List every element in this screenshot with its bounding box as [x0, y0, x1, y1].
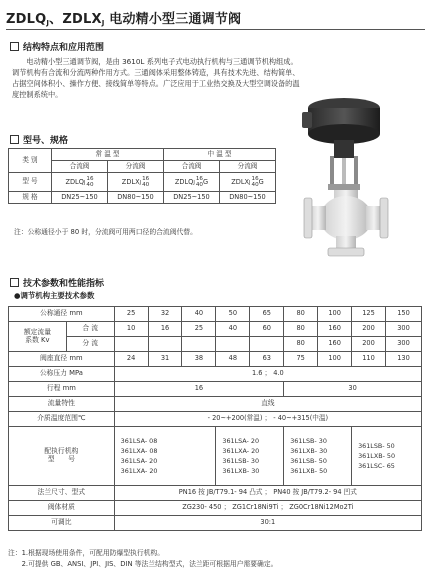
kv-cell: 300	[386, 322, 422, 337]
kv-cell: 200	[352, 322, 386, 337]
footnotes	[8, 548, 277, 570]
rangeability-value: 30:1	[114, 516, 421, 531]
seat-cell: 110	[352, 352, 386, 367]
dn-cell: 50	[216, 307, 250, 322]
category-label: 类 别	[9, 149, 52, 173]
flange-value: PN16 按 JB/T79.1- 94 凸式 ； PN40 按 JB/T79.2- 94 凹式	[114, 486, 421, 501]
kv-cell	[216, 337, 250, 352]
flow-characteristic-label: 流量特性	[9, 397, 115, 412]
spec-cell: DN80~150	[220, 192, 276, 204]
kv-cell: 80	[284, 337, 318, 352]
kv-cell: 40	[216, 322, 250, 337]
kv-cell	[114, 337, 148, 352]
medium-temp-header: 中 温 型	[164, 149, 276, 161]
kv-cell: 160	[318, 322, 352, 337]
actuator-group: 361LSA- 08 361LXA- 08 361LSA- 20 361LXA- 20	[114, 427, 216, 486]
seat-cell: 130	[386, 352, 422, 367]
temperature-range-value: - 20~+200(常温) ； - 40~+315(中温)	[114, 412, 421, 427]
pressure-value: 1.6 ； 4.0	[114, 367, 421, 382]
section-structure-heading: 结构特点和应用范围	[10, 40, 104, 53]
spec-row-label: 规 格	[9, 192, 52, 204]
kv-cell: 10	[114, 322, 148, 337]
page-title: $ZDLQ_J$、$ZDLX_J$ 电动精小型三通调节阀	[6, 12, 242, 27]
kv-cell: 80	[284, 322, 318, 337]
structure-paragraph: 电动精小型三通调节阀，是由 3610L 系列电子式电动执行机构与三通调节机构组成。调节机构有合流和分流两种作用方式。三通阀体采用整体铸造，具有技术先进、结构简单、占据空间体积小、操作方便、接线简单等特点。广泛应用于工业热交换及大型空调设备的温度控制系统中。	[12, 57, 300, 99]
kv-cell: 160	[318, 337, 352, 352]
model-cell: ZDLQJ16 40	[52, 173, 108, 192]
rangeability-label: 可调比	[9, 516, 115, 531]
tech-subheading: ●调节机构主要技术参数	[14, 291, 95, 300]
seat-diameter-label: 阀座直径 mm	[9, 352, 115, 367]
flange-label: 法兰尺寸、型式	[9, 486, 115, 501]
tech-params-table	[8, 306, 422, 531]
checkbox-square-icon	[10, 278, 19, 287]
stroke-value: 30	[284, 382, 422, 397]
diverging-header: 分流阀	[220, 161, 276, 173]
kv-cell: 300	[386, 337, 422, 352]
kv-diverging-label: 分 流	[66, 337, 114, 352]
kv-cell: 16	[148, 322, 182, 337]
stroke-value: 16	[114, 382, 284, 397]
valve-product-image	[300, 86, 422, 264]
footnote: 2.可提供 GB、ANSI、JPI、JIS、DIN 等法兰结构型式，法兰距可根据用户需要确定。	[8, 560, 278, 568]
seat-cell: 48	[216, 352, 250, 367]
kv-cell: 25	[182, 322, 216, 337]
seat-cell: 100	[318, 352, 352, 367]
ordinary-temp-header: 常 温 型	[52, 149, 164, 161]
kv-cell	[148, 337, 182, 352]
dn-cell: 32	[148, 307, 182, 322]
body-material-value: ZG230- 450 ； ZG1Cr18Ni9Ti ； ZG0Cr18Ni12Mo2Ti	[114, 501, 421, 516]
temperature-range-label: 介质温度范围℃	[9, 412, 115, 427]
seat-cell: 75	[284, 352, 318, 367]
kv-cell: 200	[352, 337, 386, 352]
kv-label: 额定流量 系数 Kv	[9, 322, 67, 352]
confluence-header: 合流阀	[164, 161, 220, 173]
diverging-header: 分流阀	[108, 161, 164, 173]
actuator-group: 361LSB- 30 361LXB- 30 361LSB- 50 361LXB- 50	[284, 427, 352, 486]
spec-cell: DN80~150	[108, 192, 164, 204]
section-model-heading: 型号、规格	[10, 133, 68, 146]
electric-three-way-valve-icon	[300, 86, 422, 264]
actuator-group: 361LSA- 20 361LXA- 20 361LSB- 30 361LXB- 30	[216, 427, 284, 486]
model-cell: ZDLXJ16 40	[108, 173, 164, 192]
seat-cell: 24	[114, 352, 148, 367]
dn-cell: 65	[250, 307, 284, 322]
confluence-header: 合流阀	[52, 161, 108, 173]
seat-cell: 38	[182, 352, 216, 367]
spec-cell: DN25~150	[52, 192, 108, 204]
spec-cell: DN25~150	[164, 192, 220, 204]
actuator-group: 361LSB- 50 361LXB- 50 361LSC- 65	[352, 427, 422, 486]
section-tech-heading: 技术参数和性能指标	[10, 276, 104, 289]
checkbox-square-icon	[10, 135, 19, 144]
actuator-model-label: 配执行机构 型 号	[9, 427, 115, 486]
model-cell: ZDLQJ16 40G	[164, 173, 220, 192]
kv-confluence-label: 合 流	[66, 322, 114, 337]
model-spec-table	[8, 148, 276, 204]
seat-cell: 63	[250, 352, 284, 367]
model-row-label: 型 号	[9, 173, 52, 192]
dn-cell: 100	[318, 307, 352, 322]
dn-cell: 125	[352, 307, 386, 322]
model-table-note: 注：公称通径小于 80 时，分流阀可用两口径的合流阀代替。	[14, 228, 197, 236]
flow-characteristic-value: 直线	[114, 397, 421, 412]
stroke-label: 行程 mm	[9, 382, 115, 397]
kv-cell	[250, 337, 284, 352]
title-rule	[6, 29, 425, 30]
model-cell: ZDLXJ16 40G	[220, 173, 276, 192]
kv-cell	[182, 337, 216, 352]
nominal-diameter-label: 公称通径 mm	[9, 307, 115, 322]
dn-cell: 40	[182, 307, 216, 322]
body-material-label: 阀体材质	[9, 501, 115, 516]
pressure-label: 公称压力 MPa	[9, 367, 115, 382]
kv-cell: 60	[250, 322, 284, 337]
dn-cell: 25	[114, 307, 148, 322]
dn-cell: 80	[284, 307, 318, 322]
checkbox-square-icon	[10, 42, 19, 51]
dn-cell: 150	[386, 307, 422, 322]
seat-cell: 31	[148, 352, 182, 367]
footnote: 注：1.根据现场使用条件，可配用防爆型执行机构。	[8, 549, 165, 557]
